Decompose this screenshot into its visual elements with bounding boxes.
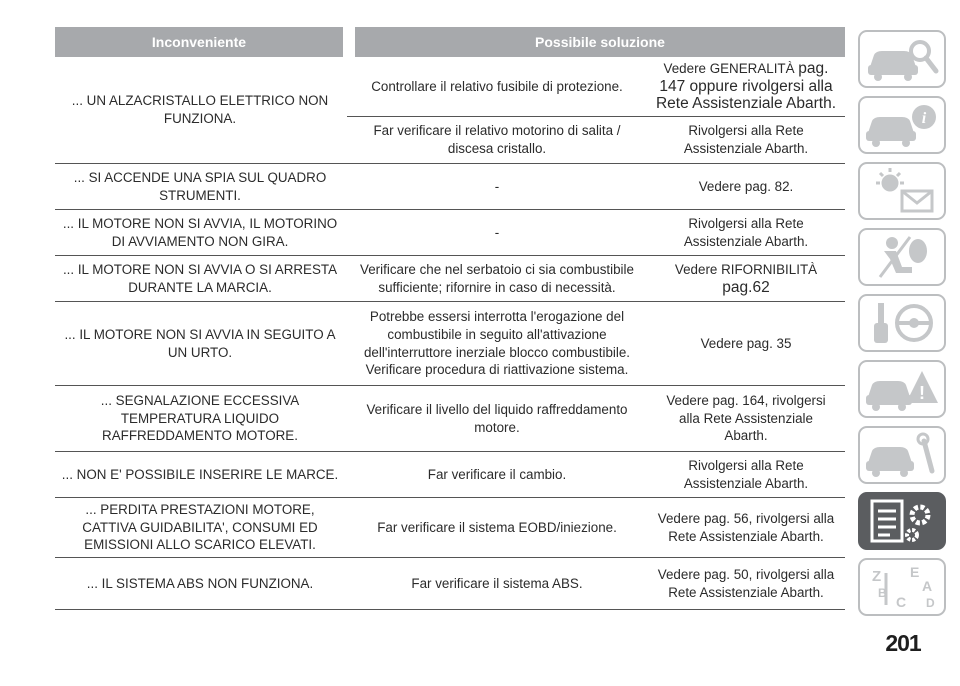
action-cell: - xyxy=(494,224,500,240)
car-info-icon xyxy=(862,99,942,151)
reference-text: Vedere RIFORNIBILITÀ xyxy=(674,261,818,277)
svg-text:i: i xyxy=(921,110,927,127)
problem-cell: ... IL MOTORE NON SI AVVIA IN SEGUITO A UN URTO. xyxy=(64,326,336,360)
technical-data-icon xyxy=(862,495,942,547)
reference-cell: Vedere pag. 164, rivolgersi alla Rete Assistenziale Abarth. xyxy=(666,392,826,444)
svg-text:A: A xyxy=(922,578,933,594)
problem-cell: ... IL MOTORE NON SI AVVIA, IL MOTORINO DI AVVIAMENTO NON GIRA. xyxy=(62,215,338,249)
reference-cell: Vedere pag. 56, rivolgersi alla Rete Assistenziale Abarth. xyxy=(657,510,835,544)
action-cell: Verificare che nel serbatoio ci sia combustibile sufficiente; rifornire in caso di necessità. xyxy=(360,261,634,295)
action-cell: Far verificare il relativo motorino di salita / discesa cristallo. xyxy=(373,123,621,156)
svg-text:E: E xyxy=(910,564,920,580)
airbag-passenger-icon xyxy=(862,231,942,283)
page-number: 201 xyxy=(885,630,921,656)
svg-text:Z: Z xyxy=(872,568,882,585)
svg-text:B: B xyxy=(878,586,887,600)
reference-text: Vedere GENERALITÀ xyxy=(663,60,799,76)
reference-text-large: pag.62 xyxy=(722,278,770,296)
header-problem: Inconveniente xyxy=(55,27,343,57)
problem-cell: ... SEGNALAZIONE ECCESSIVA TEMPERATURA LIQUIDO RAFFREDDAMENTO MOTORE. xyxy=(100,392,300,444)
tab-car-emergency[interactable] xyxy=(858,360,946,418)
reference-cell: Rivolgersi alla Rete Assistenziale Abarth. xyxy=(683,123,809,156)
problem-cell: ... IL SISTEMA ABS NON FUNZIONA. xyxy=(86,575,314,591)
reference-cell: Vedere pag. 50, rivolgersi alla Rete Assistenziale Abarth. xyxy=(657,566,835,600)
tab-technical-data[interactable] xyxy=(858,492,946,550)
table-row xyxy=(55,498,845,558)
table-row xyxy=(55,256,845,302)
sub-row xyxy=(347,57,845,116)
reference-cell: Vedere pag. 82. xyxy=(698,178,794,194)
reference-cell: Rivolgersi alla Rete Assistenziale Abarth. xyxy=(683,457,809,491)
tab-warning-lights[interactable] xyxy=(858,162,946,220)
table-row xyxy=(55,386,845,452)
action-cell: Verificare il livello del liquido raffreddamento motore. xyxy=(366,401,628,435)
reference-text-large: pag. 147 oppure rivolgersi alla Rete Assistenziale Abarth. xyxy=(655,59,837,113)
tab-car-search[interactable] xyxy=(858,30,946,88)
reference-cell: Vedere pag. 35 xyxy=(700,335,792,351)
problem-cell: ... PERDITA PRESTAZIONI MOTORE, CATTIVA GUIDABILITA', CONSUMI ED EMISSIONI ALLO SCARICO ELEVATI. xyxy=(82,501,318,553)
action-cell: Potrebbe essersi interrotta l'erogazione del combustibile in seguito all'attivazione dell'interruttore inerziale blocco combustibile. Verificare procedura di riattivazione sistema. xyxy=(363,308,631,378)
problem-cell: ... SI ACCENDE UNA SPIA SUL QUADRO STRUMENTI. xyxy=(73,169,327,203)
tab-key-steering-wheel[interactable] xyxy=(858,294,946,352)
header-solution: Possibile soluzione xyxy=(355,27,845,57)
key-steering-wheel-icon xyxy=(862,297,942,349)
action-cell: Far verificare il sistema EOBD/iniezione. xyxy=(377,519,617,535)
action-cell: Far verificare il sistema ABS. xyxy=(411,575,583,591)
table-row xyxy=(55,558,845,610)
svg-text:C: C xyxy=(896,594,907,610)
problem-cell: ... UN ALZACRISTALLO ELETTRICO NON FUNZIONA. xyxy=(71,93,329,126)
table-header xyxy=(55,27,845,57)
car-maintenance-icon xyxy=(862,429,942,481)
action-cell: Far verificare il cambio. xyxy=(427,466,567,482)
problem-cell: ... IL MOTORE NON SI AVVIA O SI ARRESTA DURANTE LA MARCIA. xyxy=(62,261,338,295)
table-row xyxy=(55,302,845,386)
table-row xyxy=(55,57,845,164)
warning-lights-icon xyxy=(862,165,942,217)
car-emergency-icon xyxy=(862,363,942,415)
tab-car-info[interactable] xyxy=(858,96,946,154)
reference-cell xyxy=(647,256,845,301)
svg-text:D: D xyxy=(926,596,935,610)
tab-car-maintenance[interactable] xyxy=(858,426,946,484)
reference-cell xyxy=(647,57,845,116)
car-search-icon xyxy=(862,33,942,85)
table-row xyxy=(55,452,845,498)
action-cell: Controllare il relativo fusibile di protezione. xyxy=(371,78,623,94)
troubleshooting-table xyxy=(55,27,845,610)
svg-text:!: ! xyxy=(919,383,925,403)
action-cell: - xyxy=(494,178,500,194)
sub-row xyxy=(347,117,845,163)
table-row xyxy=(55,210,845,256)
alphabetical-index-icon xyxy=(862,561,942,613)
tab-airbag-passenger[interactable] xyxy=(858,228,946,286)
reference-cell: Rivolgersi alla Rete Assistenziale Abarth. xyxy=(683,215,809,249)
table-row xyxy=(55,164,845,210)
tab-alphabetical-index[interactable] xyxy=(858,558,946,616)
problem-cell: ... NON E' POSSIBILE INSERIRE LE MARCE. xyxy=(61,466,339,482)
